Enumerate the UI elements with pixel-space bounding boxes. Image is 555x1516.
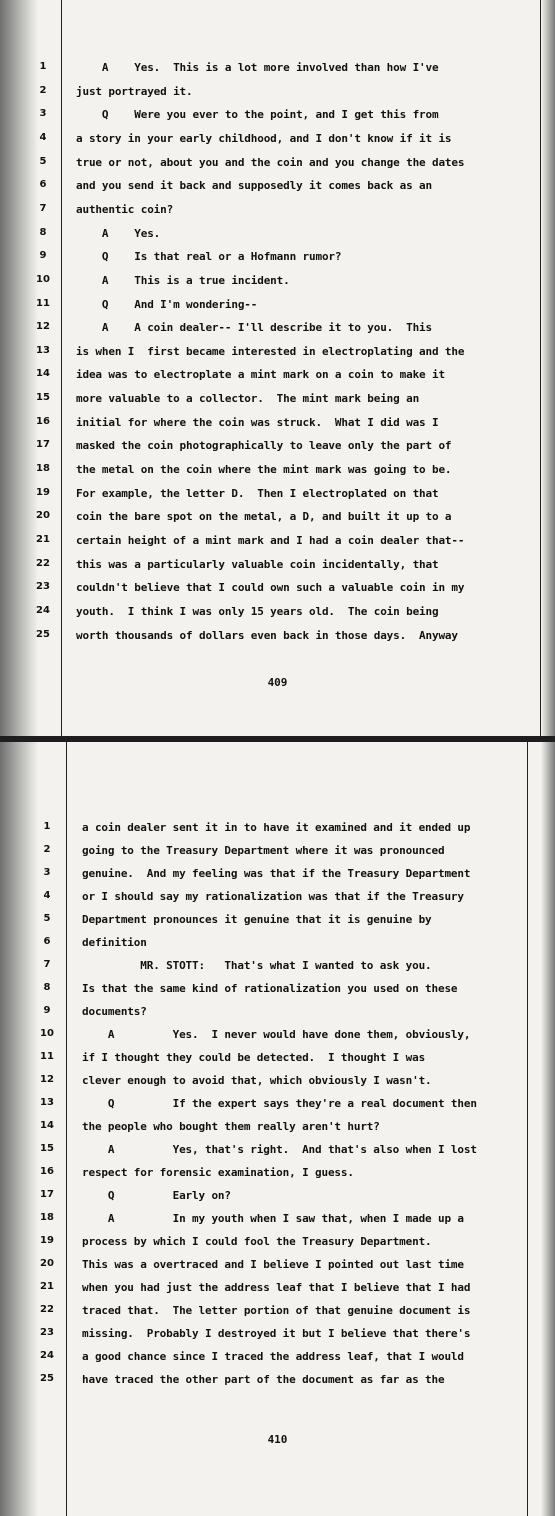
transcript-line: A Yes. This is a lot more involved than how I've: [76, 61, 439, 74]
transcript-line: have traced the other part of the document as far as the: [82, 1373, 445, 1386]
transcript-line: idea was to electroplate a mint mark on a coin to make it: [76, 368, 445, 382]
transcript-line: certain height of a mint mark and I had a coin dealer that--: [76, 534, 465, 547]
transcript-line: a coin dealer sent it in to have it examined and it ended up: [82, 821, 471, 834]
line-number: 2: [43, 844, 51, 855]
transcript-line: this was a particularly valuable coin incidentally, that: [76, 557, 439, 571]
transcript-line: A Yes.: [76, 226, 161, 240]
line-number: 5: [43, 913, 51, 924]
transcript-line: A Yes. I never would have done them, obviously,: [82, 1028, 471, 1041]
line-number: 17: [40, 1189, 54, 1200]
right-margin-rule: [540, 0, 541, 736]
transcript-line: more valuable to a collector. The mint mark being an: [76, 392, 420, 406]
line-number: 14: [36, 368, 50, 380]
line-number: 7: [43, 959, 51, 970]
line-number: 1: [39, 61, 47, 72]
line-number: 13: [36, 344, 50, 356]
transcript-line: documents?: [82, 1005, 147, 1018]
line-number: 25: [40, 1373, 54, 1384]
transcript-line: just portrayed it.: [76, 84, 193, 98]
line-number: 6: [39, 179, 47, 191]
page-shadow: [0, 742, 38, 1516]
transcript-line: genuine. And my feeling was that if the Treasury Department: [82, 867, 471, 880]
line-number: 21: [36, 534, 50, 545]
line-number: 14: [40, 1120, 54, 1131]
line-number: 3: [39, 108, 47, 120]
transcript-line: process by which I could fool the Treasury Department.: [82, 1235, 432, 1248]
line-number: 3: [43, 867, 51, 878]
transcript-line: when you had just the address leaf that I believe that I had: [82, 1281, 471, 1294]
left-margin-rule: [61, 0, 62, 736]
line-number: 4: [43, 890, 51, 901]
line-number: 16: [40, 1166, 54, 1177]
transcript-line: MR. STOTT: That's what I wanted to ask you.: [82, 959, 432, 972]
line-number: 8: [39, 226, 47, 238]
line-number: 6: [43, 936, 51, 947]
transcript-line: coin the bare spot on the metal, a D, and built it up to a: [76, 510, 452, 524]
line-number: 11: [40, 1051, 54, 1062]
left-margin-rule: [66, 742, 67, 1516]
transcript-line: true or not, about you and the coin and you change the dates: [76, 155, 465, 169]
transcript-line: Q Is that real or a Hofmann rumor?: [76, 250, 342, 264]
line-number: 10: [36, 273, 50, 285]
line-number: 12: [40, 1074, 54, 1085]
transcript-line: is when I first became interested in electroplating and the: [76, 344, 465, 358]
transcript-line: Department pronounces it genuine that it is genuine by: [82, 913, 432, 926]
page-shadow-right: [541, 742, 555, 1516]
line-number: 25: [36, 628, 50, 640]
transcript-line: youth. I think I was only 15 years old. The coin being: [76, 604, 439, 618]
line-number: 9: [43, 1005, 51, 1016]
line-number: 23: [36, 581, 50, 593]
transcript-line: Is that the same kind of rationalization you used on these: [82, 982, 458, 995]
transcript-line: going to the Treasury Department where it was pronounced: [82, 844, 445, 857]
transcript-line: A Yes, that's right. And that's also when I lost: [82, 1143, 477, 1156]
line-number: 5: [39, 155, 47, 167]
transcript-line: clever enough to avoid that, which obviously I wasn't.: [82, 1074, 432, 1087]
transcript-line: A A coin dealer-- I'll describe it to you. This: [76, 321, 432, 335]
transcript-line: A In my youth when I saw that, when I made up a: [82, 1212, 464, 1225]
line-number: 19: [36, 486, 50, 498]
line-number: 15: [36, 392, 50, 404]
line-number: 8: [43, 982, 51, 993]
transcript-line: if I thought they could be detected. I thought I was: [82, 1051, 426, 1064]
transcript-page-410: [0, 742, 555, 1516]
line-number: 4: [39, 131, 47, 143]
line-number: 24: [36, 604, 50, 616]
transcript-line: authentic coin?: [76, 202, 174, 216]
line-number: 19: [40, 1235, 54, 1246]
transcript-line: missing. Probably I destroyed it but I believe that there's: [82, 1327, 471, 1340]
line-number: 10: [40, 1028, 54, 1039]
line-number: 22: [40, 1304, 54, 1315]
line-number: 23: [40, 1327, 54, 1338]
transcript-line: the metal on the coin where the mint mark was going to be.: [76, 463, 452, 477]
line-number: 2: [39, 84, 47, 96]
line-number: 12: [36, 321, 50, 333]
transcript-line: traced that. The letter portion of that genuine document is: [82, 1304, 471, 1317]
transcript-line: masked the coin photographically to leave only the part of: [76, 439, 452, 453]
line-number: 1: [43, 821, 51, 832]
line-number: 9: [39, 250, 47, 262]
line-number: 18: [40, 1212, 54, 1223]
transcript-line: Q Were you ever to the point, and I get this from: [76, 108, 439, 122]
line-number: 21: [40, 1281, 54, 1292]
line-number: 16: [36, 415, 50, 427]
transcript-line: couldn't believe that I could own such a valuable coin in my: [76, 581, 465, 595]
line-number: 13: [40, 1097, 54, 1108]
transcript-line: Q If the expert says they're a real document then: [82, 1097, 477, 1110]
transcript-line: respect for forensic examination, I guess.: [82, 1166, 354, 1179]
right-margin-rule: [527, 742, 528, 1516]
line-number: 15: [40, 1143, 54, 1154]
transcript-line: the people who bought them really aren't hurt?: [82, 1120, 380, 1133]
page-number: 410: [267, 1433, 288, 1446]
transcript-line: For example, the letter D. Then I electroplated on that: [76, 486, 439, 500]
line-number: 17: [36, 439, 50, 451]
line-number: 20: [40, 1258, 54, 1269]
transcript-line: worth thousands of dollars even back in those days. Anyway: [76, 628, 458, 642]
page-shadow-right: [541, 0, 555, 736]
transcript-line: a good chance since I traced the address leaf, that I would: [82, 1350, 464, 1363]
line-number: 11: [36, 297, 50, 309]
transcript-line: or I should say my rationalization was that if the Treasury: [82, 890, 464, 903]
transcript-line: initial for where the coin was struck. What I did was I: [76, 415, 439, 429]
transcript-page-409: [0, 0, 555, 736]
transcript-line: a story in your early childhood, and I don't know if it is: [76, 131, 452, 145]
line-number: 7: [39, 202, 47, 214]
transcript-line: Q And I'm wondering--: [76, 297, 258, 311]
transcript-line: This was a overtraced and I believe I pointed out last time: [82, 1258, 464, 1271]
line-number: 22: [36, 557, 50, 569]
transcript-line: Q Early on?: [82, 1189, 231, 1202]
transcript-line: A This is a true incident.: [76, 273, 290, 287]
transcript-line: and you send it back and supposedly it comes back as an: [76, 179, 432, 193]
page-number: 409: [267, 676, 288, 689]
line-number: 20: [36, 510, 50, 522]
line-number: 18: [36, 463, 50, 475]
transcript-line: definition: [82, 936, 147, 949]
line-number: 24: [40, 1350, 54, 1361]
